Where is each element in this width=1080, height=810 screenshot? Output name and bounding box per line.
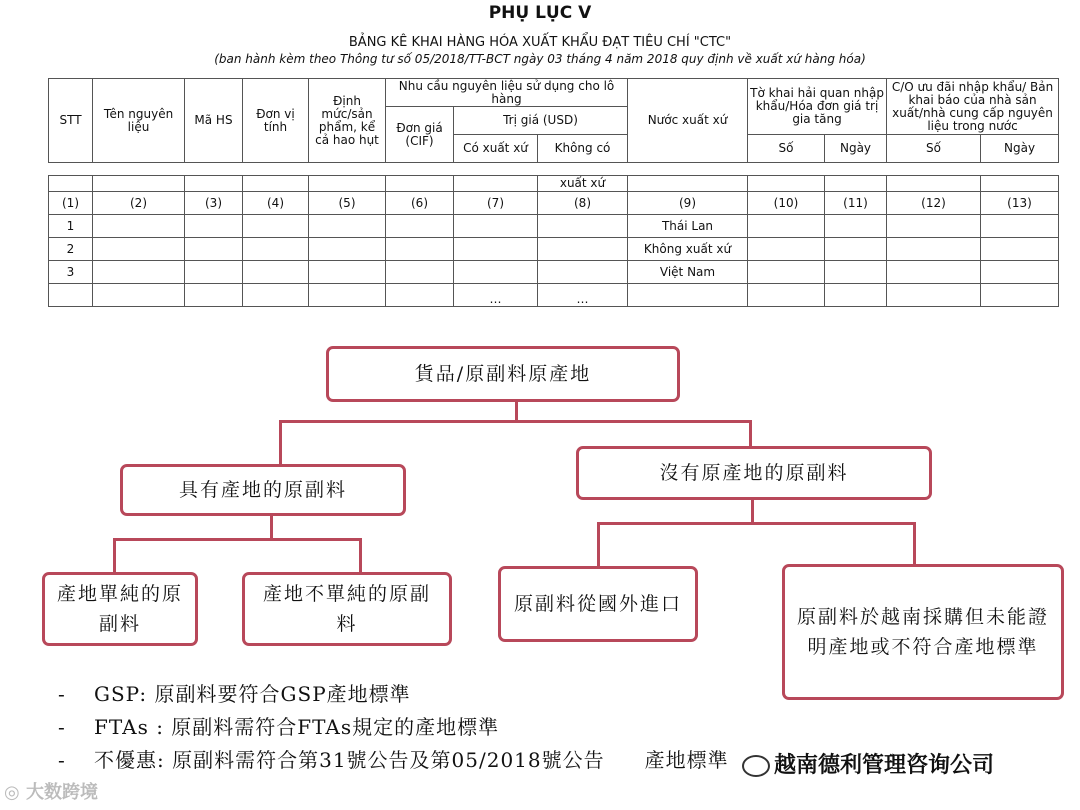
header-tri-gia: Trị giá (USD) (454, 107, 628, 135)
header-ma-hs: Mã HS (185, 79, 243, 163)
col-number: (8) (538, 192, 628, 215)
col-number: (1) (49, 192, 93, 215)
row-nuoc-xuat-xu: Thái Lan (628, 215, 748, 238)
note-text: FTAs : 原副料需符合FTAs規定的產地標準 (94, 715, 500, 739)
node-non-pure-origin: 產地不單純的原副料 (242, 572, 452, 646)
col-number: (12) (887, 192, 981, 215)
watermark-left: ◎ 大数跨境 (4, 782, 98, 803)
document-issued-note: (ban hành kèm theo Thông tư số 05/2018/TT-BCT ngày 03 tháng 4 năm 2018 quy định về xuất xứ hàng hóa) (214, 52, 866, 66)
col-number: (6) (386, 192, 454, 215)
connector-lr-down (359, 538, 362, 574)
header-to-khai: Tờ khai hải quan nhập khẩu/Hóa đơn giá trị gia tăng (748, 79, 887, 135)
connector-level2-left-h (113, 538, 362, 541)
connector-left-down (279, 420, 282, 466)
table-row-continuation (49, 176, 1059, 192)
col-number: (3) (185, 192, 243, 215)
note-gsp (58, 678, 411, 707)
col-number: (5) (309, 192, 386, 215)
header-don-vi-tinh: Đơn vị tính (243, 79, 309, 163)
header-ngay-co: Ngày (981, 135, 1059, 163)
connector-right-down (749, 420, 752, 448)
col-number: (4) (243, 192, 309, 215)
table-row (49, 215, 1059, 238)
node-pure-origin: 產地單純的原副料 (42, 572, 198, 646)
note-dash: - (58, 748, 66, 772)
document-subtitle: BẢNG KÊ KHAI HÀNG HÓA XUẤT KHẨU ĐẠT TIÊU CHÍ "CTC" (348, 35, 732, 50)
node-with-origin: 具有產地的原副料 (120, 464, 406, 516)
note-text: 不優惠: 原副料需符合第31號公告及第05/2018號公告 (94, 748, 605, 772)
col-number: (9) (628, 192, 748, 215)
weibo-icon: ◎ (4, 782, 26, 803)
header-so-tokhai: Số (748, 135, 825, 163)
note-text: GSP: 原副料要符合GSP產地標準 (94, 682, 411, 706)
note-ftas (58, 711, 499, 740)
header-nhu-cau: Nhu cầu nguyên liệu sử dụng cho lô hàng (386, 79, 628, 107)
row-ellipsis: … (538, 284, 628, 307)
table-row (49, 284, 1059, 307)
col-number: (11) (825, 192, 887, 215)
header-dinh-muc: Định mức/sản phẩm, kể cả hao hụt (309, 79, 386, 163)
connector-rl-down (597, 522, 600, 568)
connector-level2-right-h (597, 522, 916, 525)
header-stt: STT (49, 79, 93, 163)
node-without-origin: 沒有原產地的原副料 (576, 446, 932, 500)
note-non-preferential (58, 744, 729, 773)
header-ngay-tokhai: Ngày (825, 135, 887, 163)
connector-right-child-down (751, 498, 754, 524)
header-co-uu-dai: C/O ưu đãi nhập khẩu/ Bản khai báo của nhà sản xuất/nhà cung cấp nguyên liệu trong nước (887, 79, 1059, 135)
row-nuoc-xuat-xu: Không xuất xứ (628, 238, 748, 261)
col-number: (10) (748, 192, 825, 215)
row-stt: 3 (49, 261, 93, 284)
note-dash: - (58, 715, 66, 739)
ctc-body-table (48, 175, 1059, 307)
node-local-unproven: 原副料於越南採購但未能證明產地或不符合產地標準 (782, 564, 1064, 700)
header-nuoc-xuat-xu: Nước xuất xứ (628, 79, 748, 163)
header-xuat-xu-continued: xuất xứ (538, 176, 628, 192)
col-number: (2) (93, 192, 185, 215)
connector-left-child-down (270, 514, 273, 540)
header-khong-co: Không có (538, 135, 628, 163)
note-text-tail: 產地標準 (644, 748, 729, 772)
connector-rr-down (913, 522, 916, 566)
watermark-right: 越南德利管理咨询公司 (738, 748, 998, 779)
col-number: (13) (981, 192, 1059, 215)
table-row-column-numbers (49, 192, 1059, 215)
row-stt: 2 (49, 238, 93, 261)
connector-ll-down (113, 538, 116, 574)
ctc-header-table (48, 78, 1059, 163)
row-ellipsis: … (454, 284, 538, 307)
node-root: 貨品/原副料原產地 (326, 346, 680, 402)
wechat-icon (742, 755, 770, 777)
header-don-gia: Đơn giá (CIF) (386, 107, 454, 163)
header-so-co: Số (887, 135, 981, 163)
row-nuoc-xuat-xu: Việt Nam (628, 261, 748, 284)
connector-level1-h (279, 420, 752, 423)
connector-root-down (515, 400, 518, 422)
node-imported: 原副料從國外進口 (498, 566, 698, 642)
row-stt: 1 (49, 215, 93, 238)
header-ten-nguyen-lieu: Tên nguyên liệu (93, 79, 185, 163)
note-dash: - (58, 682, 66, 706)
header-co-xuat-xu: Có xuất xứ (454, 135, 538, 163)
table-row (49, 238, 1059, 261)
table-row (49, 261, 1059, 284)
document-title: PHỤ LỤC V (488, 3, 592, 23)
col-number: (7) (454, 192, 538, 215)
